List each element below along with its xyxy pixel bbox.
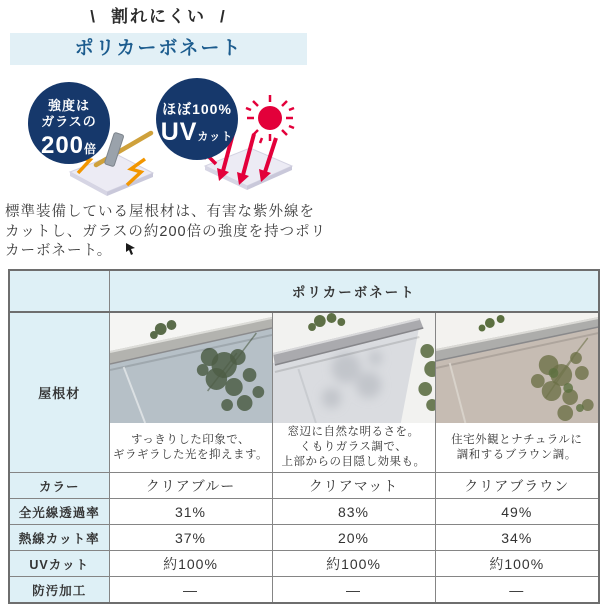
value-antifouling-3: — bbox=[435, 577, 599, 604]
uv-badge-uv: UV bbox=[160, 118, 198, 146]
row-label-antifouling: 防汚加工 bbox=[9, 577, 109, 604]
value-antifouling-2: — bbox=[272, 577, 435, 604]
section-heading: ポリカーボネート bbox=[10, 33, 307, 65]
right-slash-decoration: / bbox=[220, 7, 227, 26]
roof-cell-clear-brown bbox=[435, 312, 599, 473]
table-row-antifouling bbox=[9, 577, 599, 604]
roof-photo-clear-matte bbox=[273, 313, 435, 423]
value-antifouling-1: — bbox=[109, 577, 272, 604]
spec-table-title: ポリカーボネート bbox=[109, 270, 599, 312]
row-label-uv-cut: UVカット bbox=[9, 551, 109, 577]
catch-text: 割れにくい bbox=[111, 7, 206, 26]
strength-badge bbox=[28, 82, 110, 164]
table-row-light-transmittance bbox=[9, 499, 599, 525]
feature-illustrations bbox=[0, 76, 600, 201]
value-color-3: クリアブラウン bbox=[435, 473, 599, 499]
intro-line-2: カットし、ガラスの約200倍の強度を持つポリ bbox=[5, 223, 327, 240]
strength-badge-number: 200 bbox=[40, 132, 85, 159]
strength-badge-line1: 強度は bbox=[47, 98, 91, 113]
table-row-heat-cut bbox=[9, 525, 599, 551]
mouse-cursor bbox=[126, 243, 136, 255]
value-uv-3: 約100% bbox=[435, 551, 599, 577]
value-heat-1: 37% bbox=[109, 525, 272, 551]
value-light-1: 31% bbox=[109, 499, 272, 525]
left-slash-decoration: \ bbox=[90, 7, 97, 26]
roof-photo-clear-brown bbox=[436, 313, 599, 423]
roof-cell-clear-blue bbox=[109, 312, 272, 473]
caption-clear-blue: すっきりした印象で、 ギラギラした光を抑えます。 bbox=[112, 433, 269, 461]
value-color-2: クリアマット bbox=[272, 473, 435, 499]
roof-cell-clear-matte bbox=[272, 312, 435, 473]
uv-badge-line1: ほぼ100% bbox=[162, 101, 232, 117]
strength-badge-unit: 倍 bbox=[84, 142, 98, 156]
roof-material-label: 屋根材 bbox=[9, 312, 109, 473]
catch-copy bbox=[10, 5, 307, 29]
spec-table bbox=[8, 269, 600, 604]
table-row-uv-cut bbox=[9, 551, 599, 577]
value-heat-2: 20% bbox=[272, 525, 435, 551]
row-label-light-transmittance: 全光線透過率 bbox=[9, 499, 109, 525]
table-row-color bbox=[9, 473, 599, 499]
intro-paragraph bbox=[5, 203, 600, 262]
caption-clear-brown: 住宅外観とナチュラルに 調和するブラウン調。 bbox=[451, 433, 583, 461]
strength-badge-line2: ガラスの bbox=[41, 114, 97, 129]
spec-table-header-row bbox=[9, 270, 599, 312]
spec-table-corner-cell bbox=[9, 270, 109, 312]
value-uv-2: 約100% bbox=[272, 551, 435, 577]
intro-line-1: 標準装備している屋根材は、有害な紫外線を bbox=[5, 204, 315, 220]
row-label-heat-cut: 熱線カット率 bbox=[9, 525, 109, 551]
uv-badge-cut: カット bbox=[197, 131, 234, 143]
value-uv-1: 約100% bbox=[109, 551, 272, 577]
value-light-3: 49% bbox=[435, 499, 599, 525]
value-heat-3: 34% bbox=[435, 525, 599, 551]
value-light-2: 83% bbox=[272, 499, 435, 525]
roof-photo-clear-blue bbox=[110, 313, 272, 423]
caption-clear-matte: 窓辺に自然な明るさを。 くもりガラス調で、 上部からの目隠し効果も。 bbox=[281, 426, 426, 468]
intro-line-3: カーボネート。 bbox=[5, 243, 113, 259]
row-label-color: カラー bbox=[9, 473, 109, 499]
roof-material-row bbox=[9, 312, 599, 473]
value-color-1: クリアブルー bbox=[109, 473, 272, 499]
feature-graphics bbox=[0, 76, 320, 201]
uv-badge bbox=[156, 78, 238, 160]
